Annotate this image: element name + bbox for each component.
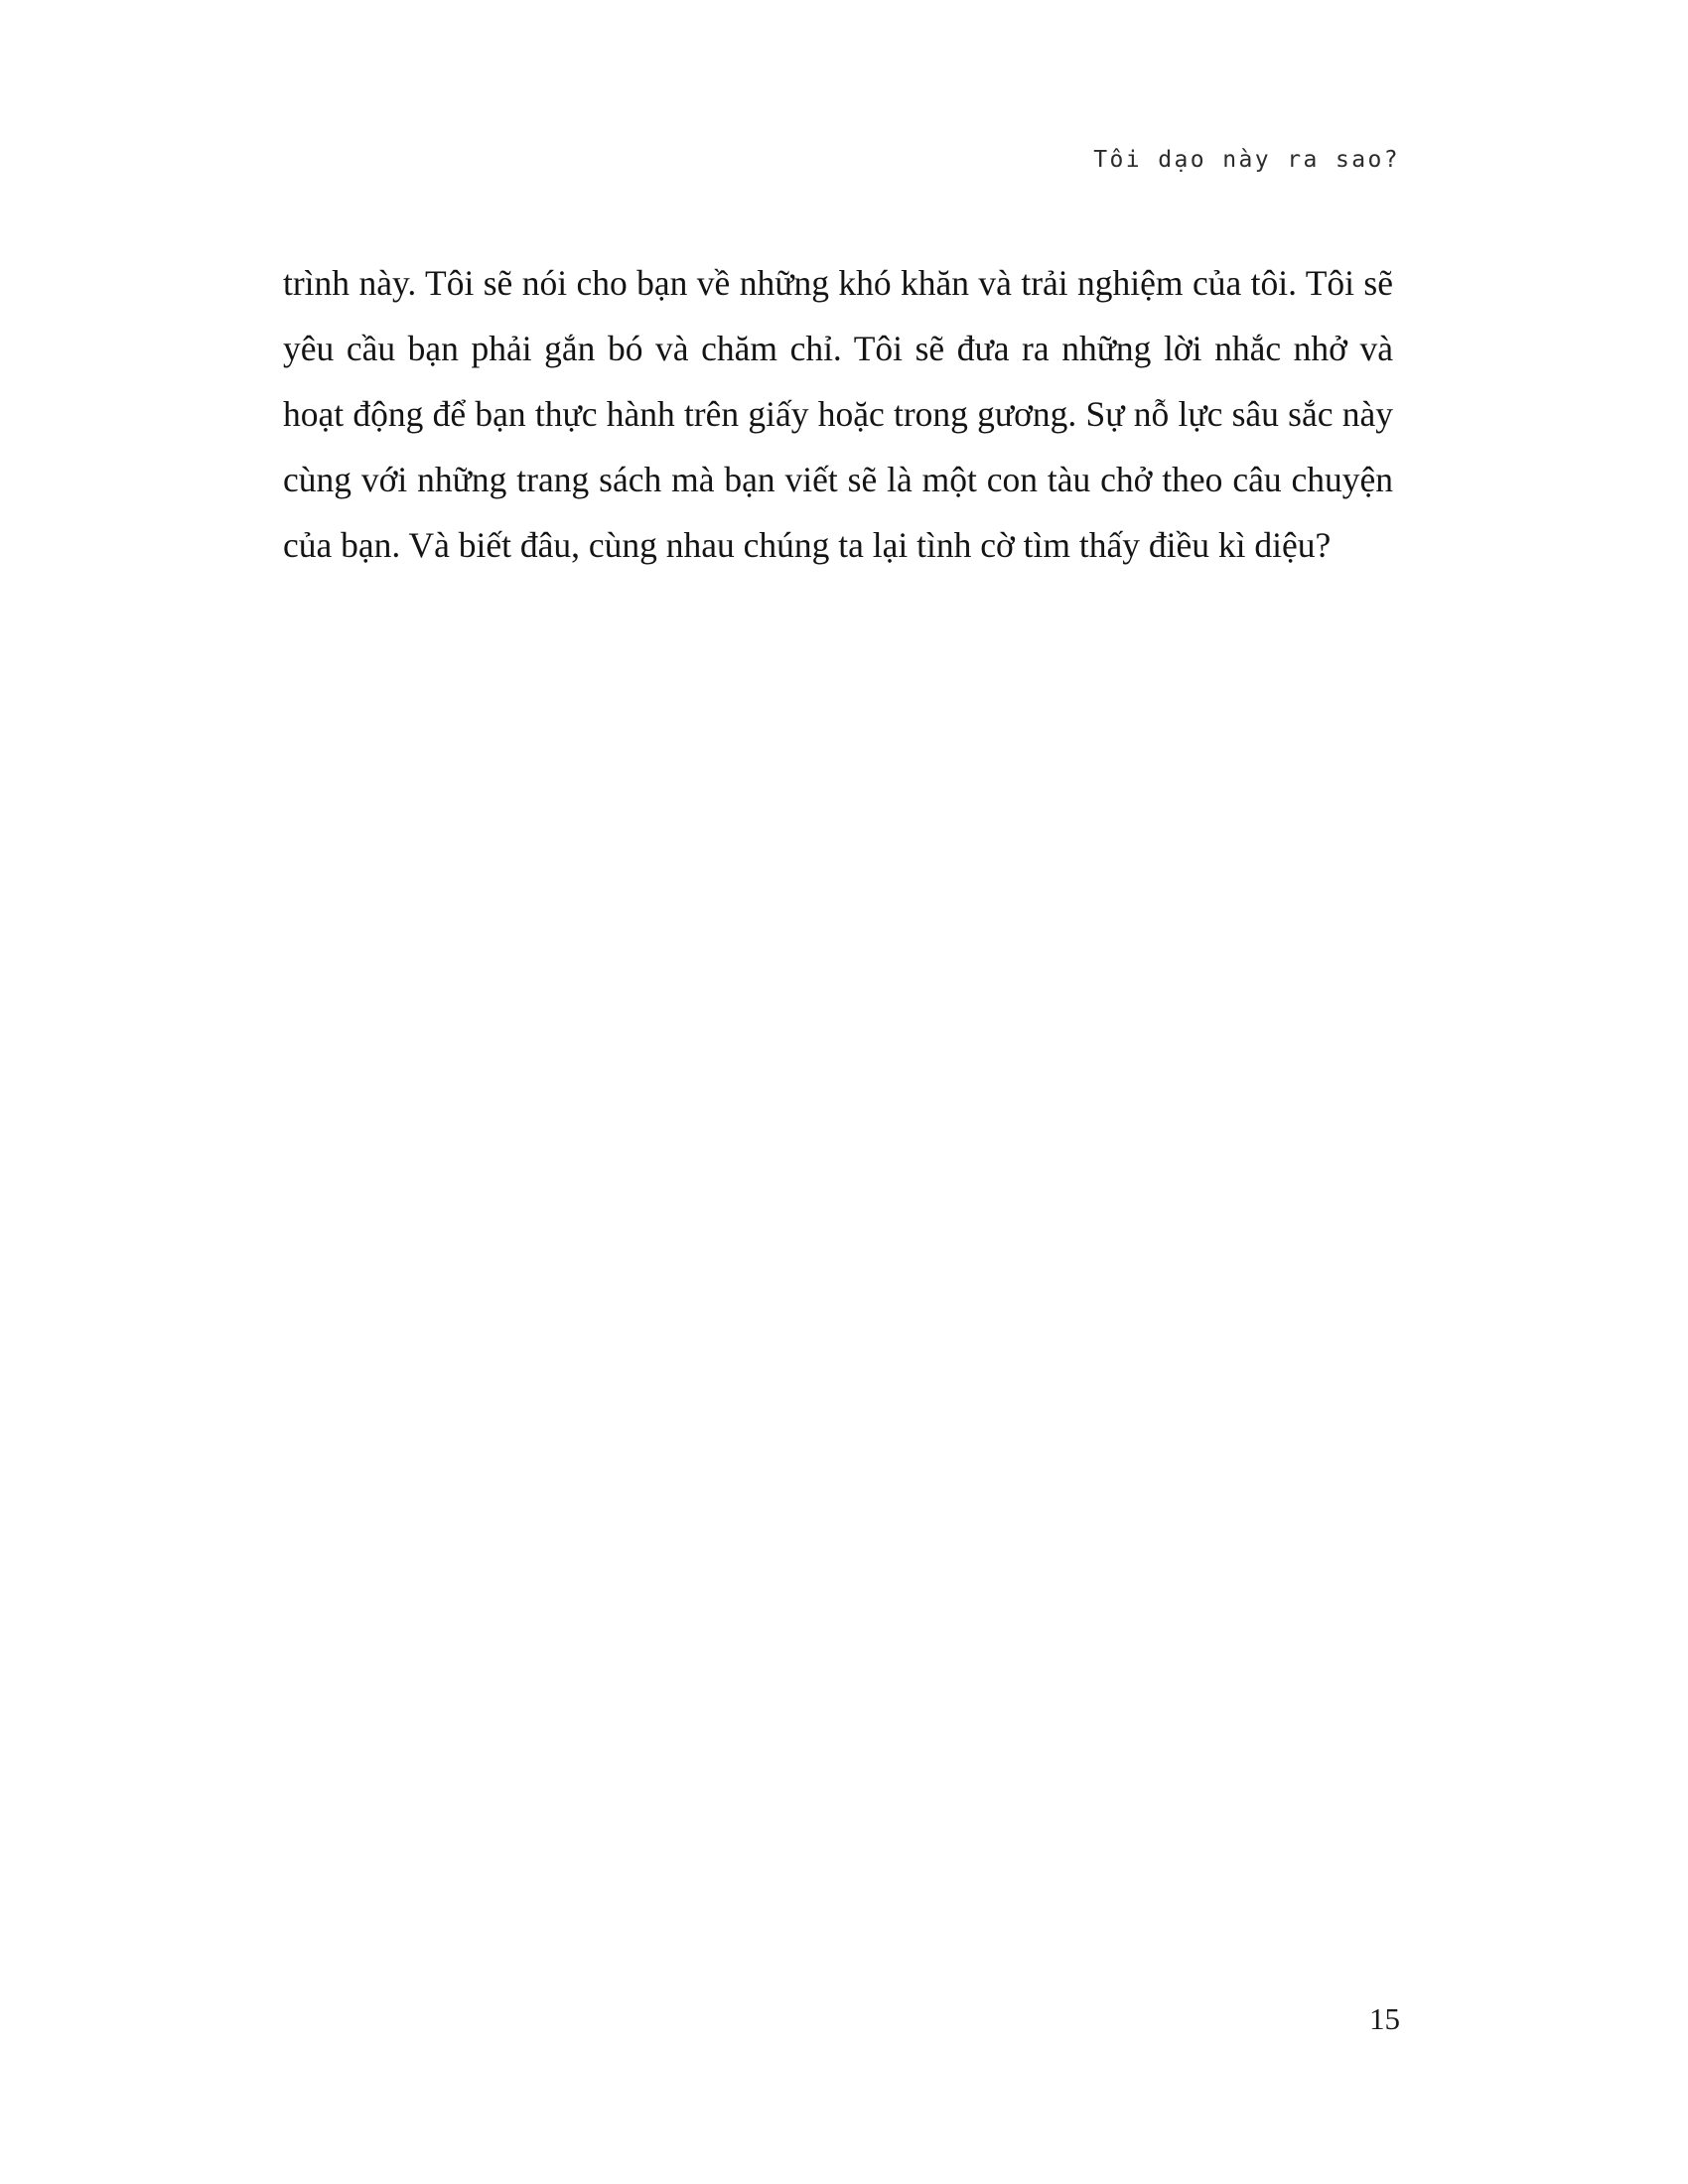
- running-head: Tôi dạo này ra sao?: [1093, 147, 1400, 173]
- body-paragraph: trình này. Tôi sẽ nói cho bạn về những khó khăn và trải nghiệm của tôi. Tôi sẽ yêu cầu bạn phải gắn bó và chăm chỉ. Tôi sẽ đưa ra những lời nhắc nhở và hoạt động để bạn thực hành trên giấy hoặc trong gương. Sự nỗ lực sâu sắc này cùng với những trang sách mà bạn viết sẽ là một con tàu chở theo câu chuyện của bạn. Và biết đâu, cùng nhau chúng ta lại tình cờ tìm thấy điều kì diệu?: [283, 263, 1393, 565]
- page-number: 15: [1369, 2001, 1400, 2036]
- body-text-block: [283, 250, 1393, 578]
